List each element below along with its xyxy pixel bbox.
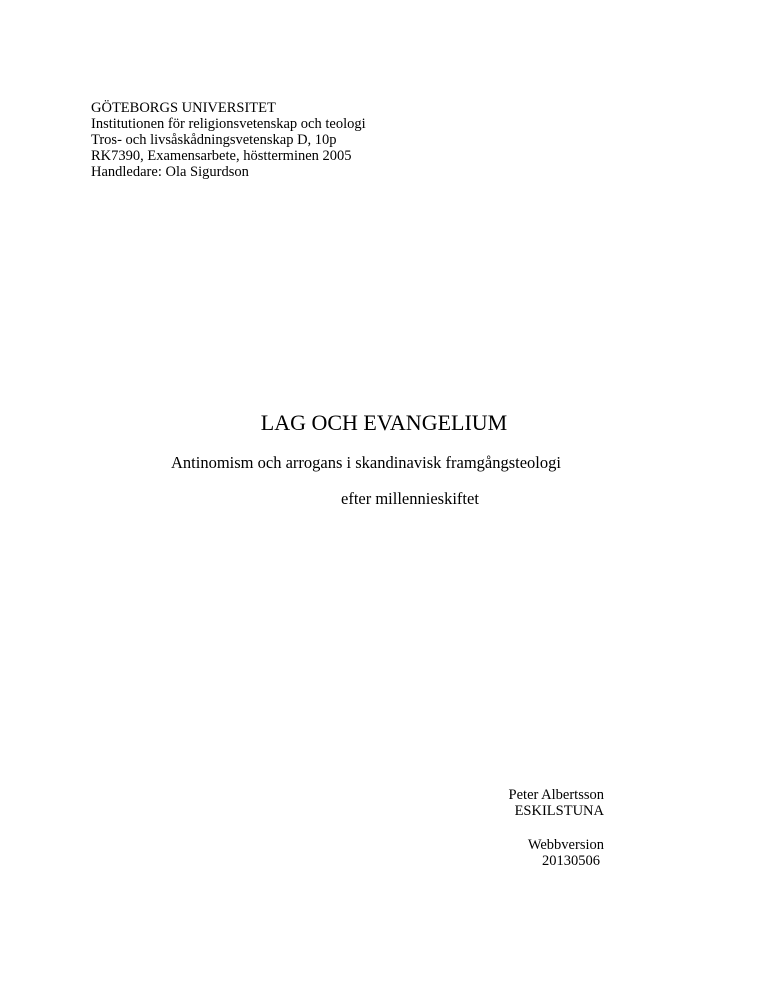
- author-location: ESKILSTUNA: [514, 803, 604, 819]
- author-block: [460, 787, 604, 819]
- version-label: Webbversion: [527, 837, 604, 853]
- course-code: RK7390, Examensarbete, höstterminen 2005: [91, 148, 352, 164]
- institution-header: [91, 100, 366, 180]
- version-date: 20130506: [542, 853, 600, 869]
- department-name: Institutionen för religionsvetenskap och teologi: [91, 116, 366, 132]
- subtitle-line-2: efter millennieskiftet: [341, 489, 479, 508]
- version-block: [460, 837, 604, 869]
- author-name: Peter Albertsson: [508, 787, 604, 803]
- subtitle-line-1: Antinomism och arrogans i skandinavisk framgångsteologi: [171, 453, 561, 472]
- supervisor: Handledare: Ola Sigurdson: [91, 164, 249, 180]
- course-name: Tros- och livsåskådningsvetenskap D, 10p: [91, 132, 337, 148]
- page-title: LAG OCH EVANGELIUM: [260, 410, 508, 435]
- university-name: GÖTEBORGS UNIVERSITET: [91, 100, 276, 116]
